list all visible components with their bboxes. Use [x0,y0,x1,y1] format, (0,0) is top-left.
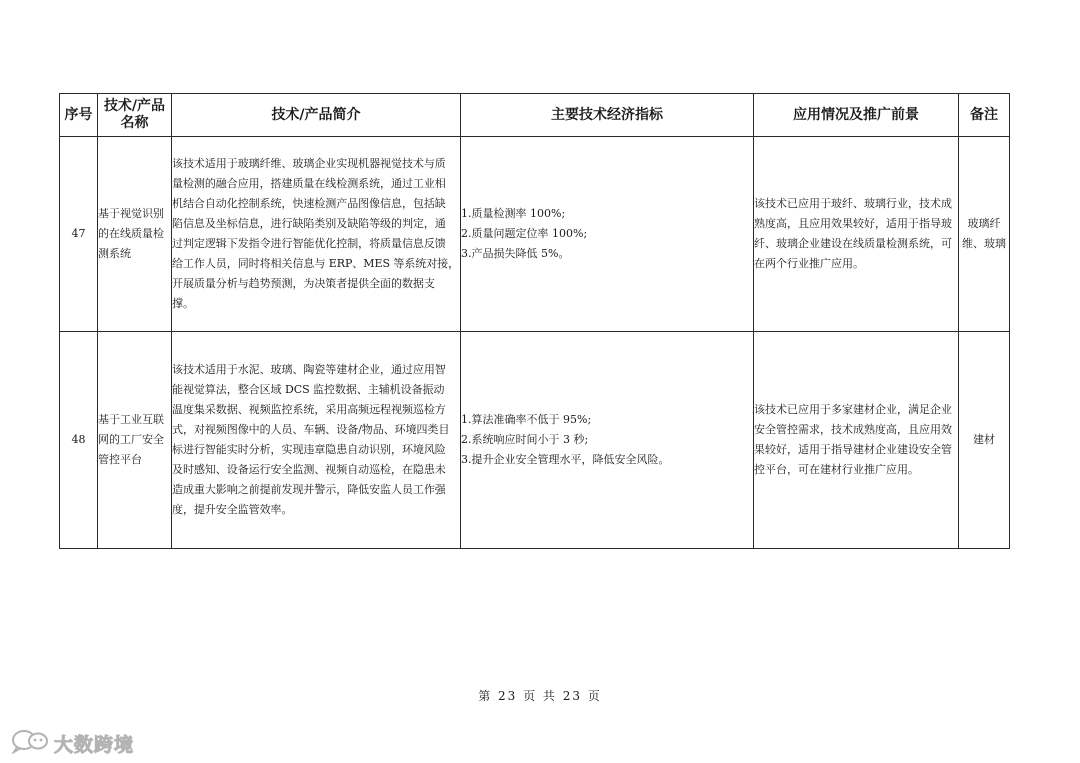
metric-line: 3.提升企业安全管理水平，降低安全风险。 [461,453,670,466]
application-line: 纤、玻璃企业建设在线质量检测系统，可 [754,237,952,250]
application-line: 安全管控需求，技术成熟度高，且应用效 [754,423,952,436]
intro-line: 陷信息及坐标信息，进行缺陷类别及缺陷等级的判定，通 [172,217,446,230]
name-line: 基于工业互联 [98,413,164,426]
metric-line: 2.质量问题定位率 100%; [461,227,588,240]
note-line: 玻璃纤 [967,217,1001,230]
watermark-text: 大数跨境 [54,733,135,756]
row-metrics [461,137,754,332]
intro-line: 过判定逻辑下发指令进行智能优化控制，将质量信息反馈 [172,237,446,250]
header-note: 备注 [959,94,1010,137]
row-metrics [461,332,754,549]
table-row [60,332,1010,549]
metric-line: 1.质量检测率 100%; [461,207,566,220]
header-name-line: 技术/产品 [103,98,166,114]
row-seq: 47 [60,137,98,332]
header-seq: 序号 [60,94,98,137]
application-line: 控平台，可在建材行业推广应用。 [754,463,919,476]
header-intro: 技术/产品简介 [172,94,461,137]
intro-line: 造成重大影响之前提前发现并警示，降低安监人员工作强 [172,483,446,496]
row-name [98,332,172,549]
application-line: 熟度高，且应用效果较好，适用于指导玻 [754,217,952,230]
intro-line: 给工作人员，同时将相关信息与 ERP、MES 等系统对接， [172,257,460,270]
name-line: 管控平台 [98,453,142,466]
intro-line: 式，对视频图像中的人员、车辆、设备/物品、环境四类目 [172,423,450,436]
row-intro [172,137,461,332]
name-line: 的在线质量检 [98,227,164,240]
intro-line: 该技术适用于玻璃纤维、玻璃企业实现机器视觉技术与质 [172,157,446,170]
row-note [959,332,1010,549]
note-line: 建材 [973,433,995,446]
intro-line: 开展质量分析与趋势预测，为决策者提供全面的数据支 [172,277,435,290]
metric-line: 2.系统响应时间小于 3 秒; [461,433,589,446]
header-name [98,94,172,137]
intro-line: 度，提升安全监管效率。 [172,503,293,516]
application-line: 该技术已应用于多家建材企业，满足企业 [754,403,952,416]
name-line: 网的工厂安全 [98,433,164,446]
header-application: 应用情况及推广前景 [754,94,959,137]
header-metrics: 主要技术经济指标 [461,94,754,137]
row-name [98,137,172,332]
row-application [754,137,959,332]
intro-line: 该技术适用于水泥、玻璃、陶瓷等建材企业，通过应用智 [172,363,446,376]
metric-line: 1.算法准确率不低于 95%; [461,413,592,426]
page-number-footer: 第 23 页 共 23 页 [478,689,602,703]
intro-line: 机结合自动化控制系统，快速检测产品图像信息，包括缺 [172,197,446,210]
intro-line: 温度集采数据、视频监控系统，采用高频远程视频巡检方 [172,403,446,416]
intro-line: 标进行智能实时分析，实现违章隐患自动识别，环境风险 [172,443,446,456]
row-seq: 48 [60,332,98,549]
note-line: 维、玻璃 [962,237,1006,250]
wechat-bubble-icon [10,728,50,758]
intro-line: 撑。 [172,297,194,310]
application-line: 在两个行业推广应用。 [754,257,864,270]
intro-line: 量检测的融合应用，搭建质量在线检测系统，通过工业相 [172,177,446,190]
row-application [754,332,959,549]
intro-line: 及时感知、设备运行安全监测、视频自动巡检，在隐患未 [172,463,446,476]
application-line: 果较好，适用于指导建材企业建设安全管 [754,443,952,456]
metric-line: 3.产品损失降低 5%。 [461,247,570,260]
table-header-row [60,94,1010,137]
tech-product-table [59,93,1010,549]
row-note [959,137,1010,332]
name-line: 基于视觉识别 [98,207,164,220]
name-line: 测系统 [98,247,131,260]
row-intro [172,332,461,549]
watermark [10,729,134,757]
header-name-line: 名称 [120,115,149,131]
table-row [60,137,1010,332]
intro-line: 能视觉算法，整合区域 DCS 监控数据、主辅机设备振动 [172,383,445,396]
application-line: 该技术已应用于玻纤、玻璃行业，技术成 [754,197,952,210]
